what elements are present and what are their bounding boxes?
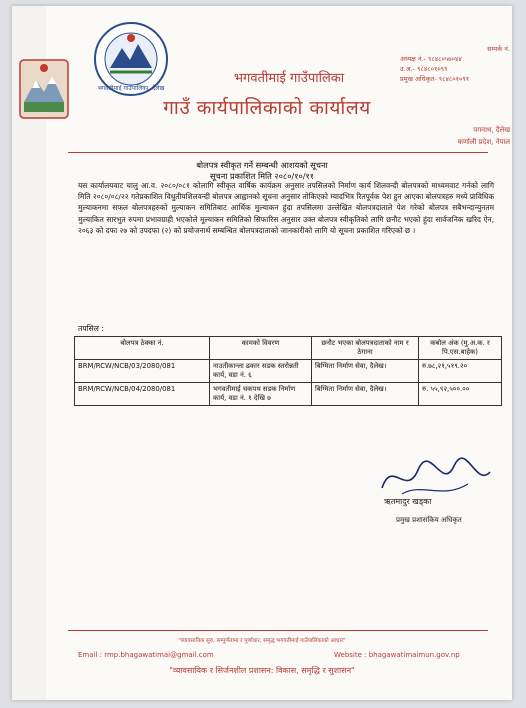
- contact-block: [400, 44, 510, 84]
- nepal-emblem-logo: [18, 58, 70, 120]
- cell-contract-no: BRM/RCW/NCB/04/2080/081: [75, 383, 210, 406]
- footer-website: Website : bhagawatimaimun.gov.np: [334, 651, 460, 659]
- footer-email: Email : rmp.bhagawatimai@gmail.com: [78, 651, 214, 659]
- table-header-row: [75, 337, 502, 360]
- address-line: पगनाथ, दैलेख: [473, 126, 510, 134]
- notice-body: यस कार्यालयवाट चालु आ.व. २०८०/०८१ कोलागि स्वीकृत वार्षिक कार्यक्रम अनुसार तपसिलको निर्माण कार्य शिलवन्दी बोलपत्रको माध्यमवाट गर्नको लागि मिति २०८०/०८/२२ गतेप्रकाशित विधुतीयशिलवन्दी बोलपत्र आह्वानको सूचना अनुसार तोकिएको म्यादभित्र रितपूर्वक पेश हुन आएका बोलपत्रहरु मध्ये प्राविधिक मुल्याकनमा सफल बोलपत्रहरुको मुल्याकन समितिबाट आर्थिक मुल्याकन हुंदा तपसिलमा उल्लेखित बोलपत्रदाताले पेश गरेको बोलपत्र सबैभन्दान्युनतम मुल्याकित सारभुत रुपमा प्रभावग्राही भएकोले मूल्याकन समितिको सिफारिस अनुसार उक्त बोलपत्र स्वीकृतिको लागि छनौट भएको हुंदा सार्वजनिक खरिद ऐन, २०६३ को दफा २७ को उपदफा (२) को प्रयोजनार्थ सम्बन्धित बोलपत्रदाताको जानकारीको लागि यो सूचना प्रकाशित गरिएको छ ।: [78, 181, 494, 235]
- notice-title: बोलपत्र स्वीकृत गर्ने सम्बन्धी आशयको सूचना: [196, 160, 328, 170]
- municipality-circle-logo: [92, 20, 170, 98]
- signature-scribble: [372, 448, 500, 518]
- col-header-bidder: छनौट भएका बोलपत्रदाताको नाम र ठेगाना: [312, 337, 419, 360]
- col-header-bid-amount: कबोल अंक (मु.अ.क. र पि.एस.बाहेक): [419, 337, 502, 360]
- table-row: [75, 383, 502, 406]
- contact-line: उ.अ.- ९८४८०१०९९: [400, 65, 448, 73]
- notice-date: सूचना प्रकाशित मिति २०८०/१०/११: [209, 171, 314, 181]
- footer-divider: [68, 630, 488, 631]
- office-name: गाउँ कार्यपालिकाको कार्यालय: [163, 97, 371, 119]
- cell-bid-amount: रु. ५५,९२,५००.००: [419, 383, 502, 406]
- contact-line: प्रमुख अधिकृत- ९८४८०१०९१: [400, 75, 470, 83]
- address-block: [392, 124, 510, 148]
- cell-work-description: भगवतीमाई चकपथ सडक निर्माण कार्य, वडा नं. १ देखि ७: [210, 383, 312, 406]
- svg-text:भगवतीमाई गाउँपालिका, दैलेख: भगवतीमाई गाउँपालिका, दैलेख: [97, 85, 165, 92]
- cell-bid-amount: रु.७८,२१,५१९.२०: [419, 360, 502, 383]
- col-header-work-description: कामको विवरण: [210, 337, 312, 360]
- details-label: तपसिल :: [78, 324, 104, 333]
- cell-work-description: नाउतीकान्ला ढकार सडक स्तरोन्नती कार्य, वडा नं. ६: [210, 360, 312, 383]
- footer-small-slogan: "ब्यावसायिक सुरु, सम्पूर्णतामा र पूर्णाधार, समृद्ध भगवतीमाई गाउँपालिकाको आधार": [178, 638, 346, 644]
- cell-bidder: बिग्मिता निर्माण सेवा, दैलेख।: [312, 360, 419, 383]
- table-row: [75, 360, 502, 383]
- document-page: [12, 6, 512, 700]
- org-name: भगवतीमाई गाउँपालिका: [233, 71, 345, 86]
- signatory-name: ऋतमादुर खड्का: [384, 497, 432, 506]
- signatory-title: प्रमुख प्रशासकिय अधिकृत: [396, 516, 462, 524]
- contact-line: अध्यक्ष नं.- ९८४८०५७०४४: [400, 55, 462, 63]
- col-header-contract-no: बोलपत्र ठेक्का नं.: [75, 337, 210, 360]
- header-divider: [68, 152, 488, 153]
- address-line: कर्णाली प्रदेश, नेपाल: [457, 138, 510, 146]
- contract-table: [74, 336, 502, 406]
- footer-slogan: "व्यावसायिक र सिर्जनशील प्रशासन: विकास, समृद्धि र सुशासन": [169, 666, 355, 675]
- cell-contract-no: BRM/RCW/NCB/03/2080/081: [75, 360, 210, 383]
- cell-bidder: बिग्मिता निर्माण सेवा, दैलेख।: [312, 383, 419, 406]
- contact-label: सम्पर्क नं.: [487, 45, 510, 53]
